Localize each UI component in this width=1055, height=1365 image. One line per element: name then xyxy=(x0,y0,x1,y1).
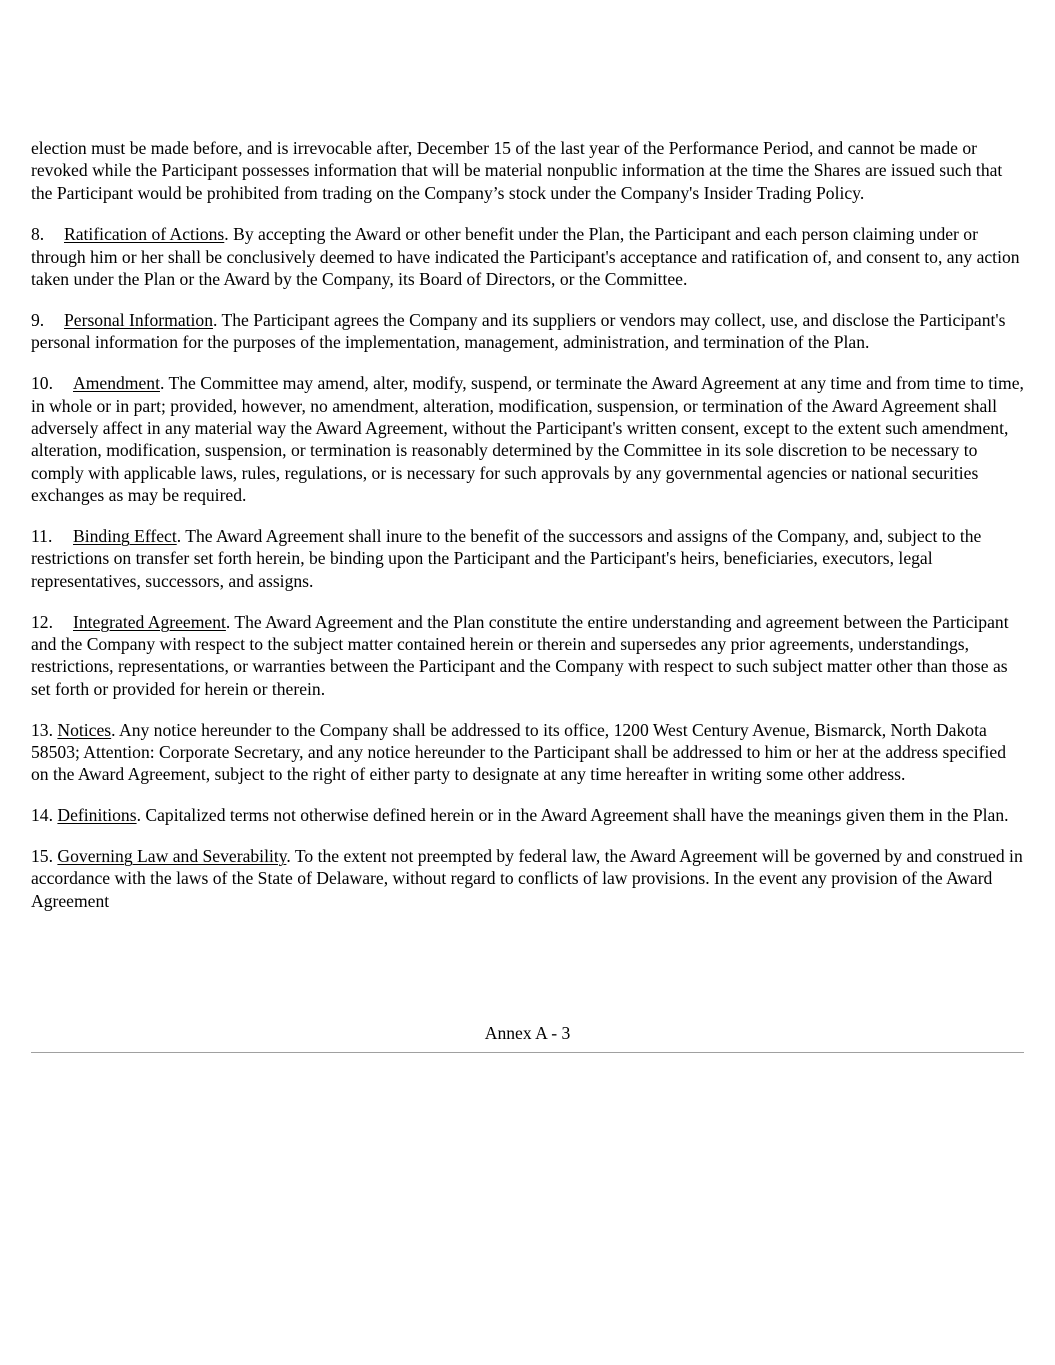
section-number: 13. xyxy=(31,719,53,740)
section-number: 14. xyxy=(31,805,53,826)
section-8 xyxy=(31,223,1025,290)
section-number: 12. xyxy=(31,611,53,632)
section-body: . The Committee may amend, alter, modify, suspend, or terminate the Award Agreement at any time and from time to time, in whole or in part; provided, however, no amendment, alteration, modification, suspension, or termination of the Award Agreement shall adversely affect in any material way the Award Agreement, without the Participant's written consent, except to the extent such amendment, alteration, modification, suspension, or termination is reasonably determined by the Committee in its sole discretion to be necessary to comply with applicable laws, rules, regulations, or is necessary for such approvals by any governmental agencies or national securities exchanges as may be required. xyxy=(31,373,1024,506)
section-number: 15. xyxy=(31,846,53,867)
section-body: . Capitalized terms not otherwise defined herein or in the Award Agreement shall have the meanings given them in the Plan. xyxy=(136,805,1009,826)
section-13 xyxy=(31,719,1025,786)
continuation-paragraph: election must be made before, and is irrevocable after, December 15 of the last year of the Performance Period, and cannot be made or revoked while the Participant possesses information that will be material nonpublic information at the time the Shares are issued such that the Participant would be prohibited from trading on the Company’s stock under the Company's Insider Trading Policy. xyxy=(31,138,1003,203)
section-11 xyxy=(31,525,1025,592)
section-heading: Ratification of Actions xyxy=(64,224,225,245)
page-footer: Annex A - 3 xyxy=(484,1023,571,1043)
footer-divider xyxy=(31,1052,1024,1053)
section-body: . By accepting the Award or other benefit under the Plan, the Participant and each person claiming under or through him or her shall be conclusively deemed to have indicated the Participant's acceptance and ratification of, and consent to, any action taken under the Plan or the Award by the Company, its Board of Directors, or the Committee. xyxy=(31,224,1020,290)
section-heading: Personal Information xyxy=(64,310,214,331)
section-number: 9. xyxy=(31,310,45,331)
section-body: . The Award Agreement shall inure to the benefit of the successors and assigns of the Company, and, subject to the restrictions on transfer set forth herein, be binding upon the Participant and the Participant's heirs, beneficiaries, executors, legal representatives, successors, and assigns. xyxy=(31,526,982,591)
section-heading: Notices xyxy=(57,719,112,740)
section-heading: Definitions xyxy=(57,805,137,826)
section-heading: Binding Effect xyxy=(73,526,177,547)
section-body: . The Award Agreement and the Plan constitute the entire understanding and agreement between the Participant and the Company with respect to the subject matter contained herein or therein and supersedes any prior agreements, understandings, restrictions, representations, or warranties between the Participant and the Company with respect to such subject matter other than those as set forth or provided for herein or therein. xyxy=(31,611,1009,699)
section-15 xyxy=(31,845,1025,912)
document-body xyxy=(31,137,1025,931)
section-number: 8. xyxy=(31,224,45,245)
section-heading: Governing Law and Severability xyxy=(57,846,287,867)
section-number: 10. xyxy=(31,373,53,394)
section-heading: Amendment xyxy=(73,373,160,394)
section-12 xyxy=(31,611,1025,701)
section-14 xyxy=(31,804,1025,826)
section-body: . To the extent not preempted by federal law, the Award Agreement will be governed by and construed in accordance with the laws of the State of Delaware, without regard to conflicts of law provisions. In the event any provision of the Award Agreement xyxy=(31,846,1023,911)
section-10 xyxy=(31,372,1025,506)
section-body: . Any notice hereunder to the Company shall be addressed to its office, 1200 West Century Avenue, Bismarck, North Dakota 58503; Attention: Corporate Secretary, and any notice hereunder to the Participant shall be addressed to him or her at the address specified on the Award Agreement, subject to the right of either party to designate at any time hereafter in writing some other address. xyxy=(31,719,1007,785)
section-9 xyxy=(31,309,1025,354)
section-number: 11. xyxy=(31,526,53,547)
section-body: . The Participant agrees the Company and its suppliers or vendors may collect, use, and disclose the Participant's personal information for the purposes of the implementation, management, administration, and termination of the Plan. xyxy=(31,310,1006,353)
section-heading: Integrated Agreement xyxy=(73,611,226,632)
